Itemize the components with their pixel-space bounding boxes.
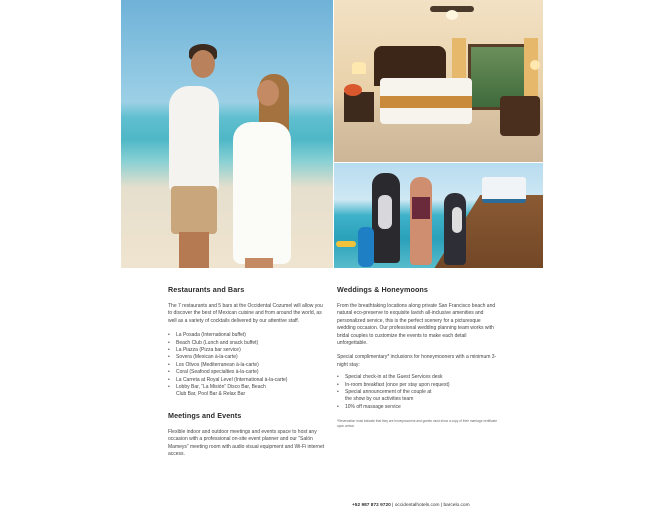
footnote: *Reservation must indicate that they are honeymooners and guests must show a copy of their marriage certificate upon arrival.: [337, 419, 497, 428]
list-item: the show by our activities team: [345, 396, 414, 403]
divers-dock-photo: [334, 163, 543, 268]
website-link[interactable]: occidentalhotels.com: [394, 503, 440, 508]
list-item: Club Bar, Pool Bar & Relax Bar: [176, 391, 246, 398]
restaurants-list: [168, 332, 328, 399]
right-column: [337, 285, 497, 428]
list-item: • Lobby Bar, “La Misión” Disco Bar, Beach: [168, 384, 328, 391]
list-item: • Los Olivos (Mediterranean à-la-carte): [168, 362, 328, 369]
special-inclusions-list: [337, 374, 497, 411]
restaurants-intro: The 7 restaurants and 5 bars at the Occidental Cozumel will allow you to discover the best of Mexican cuisine and from around the world, as well as a variety of cocktails delivered by our attentive staff.: [168, 303, 323, 324]
list-item: • Special check-in at the Guest Services desk: [337, 374, 497, 381]
left-column: [168, 285, 328, 459]
weddings-heading: Weddings & Honeymoons: [337, 285, 429, 294]
weddings-text: From the breathtaking locations along private San Francisco beach and natural eco-preserve to exquisite lavish all-inclusive amenities and personalized service, this is the perfect scenery for a picturesque wedding occasion. Our professional wedding planning team works with bridal couples to customize the events to make each detail unforgettable.: [337, 303, 496, 347]
list-item: • Sovera (Mexican à-la-carte): [168, 354, 328, 361]
brand-link[interactable]: barcelo.com: [443, 503, 470, 508]
restaurants-heading: Restaurants and Bars: [168, 285, 245, 294]
beach-couple-photo: [121, 0, 333, 268]
special-inclusions-text: Special complimentary* inclusions for honeymooners with a minimum 3-night stay:: [337, 354, 497, 368]
list-item: • La Carreta at Royal Level (International à-la-carte): [168, 377, 328, 384]
list-item: • Coral (Seafood specialties à-la-carte): [168, 369, 328, 376]
separator: |: [439, 503, 444, 508]
list-item: • Beach Club (Lunch and snack buffet): [168, 340, 328, 347]
list-item: • La Posada (International buffet): [168, 332, 328, 339]
footer-contact: [352, 503, 470, 508]
meetings-text: Flexible indoor and outdoor meetings and events space to host any occasion with a professional on-site event planner and our “Salón Mameys” meeting room with audio visual equipment and Wi-Fi internet access.: [168, 428, 325, 458]
phone-number: +52 987 872 9720: [352, 503, 391, 508]
separator: |: [390, 503, 395, 508]
list-item: • 10% off massage service: [337, 404, 497, 411]
list-item: • In-room breakfast (once per stay upon request): [337, 382, 497, 389]
list-item: • La Piazza (Pizza bar service): [168, 347, 328, 354]
list-item: • Special announcement of the couple at: [337, 389, 497, 396]
meetings-heading: Meetings and Events: [168, 410, 242, 420]
hotel-room-photo: [334, 0, 543, 162]
